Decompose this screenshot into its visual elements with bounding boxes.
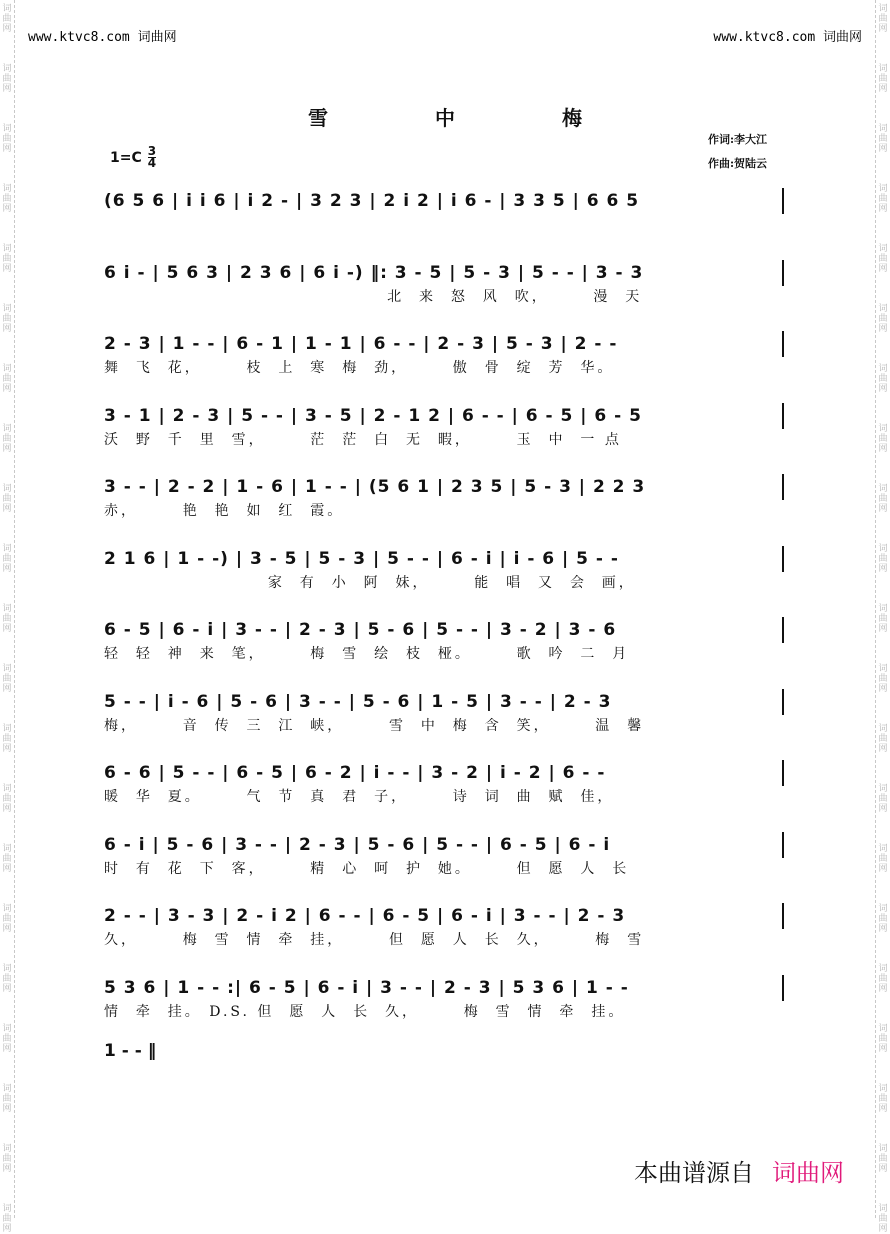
edge-watermark-text: 词曲网: [2, 1084, 12, 1114]
lyrics-row: 轻 轻 神 来 笔， 梅 雪 绘 枝 桠。 歌 吟 二 月: [104, 646, 630, 662]
edge-watermark-text: 词曲网: [878, 724, 888, 754]
edge-watermark-text: 词曲网: [878, 184, 888, 214]
score-line: [104, 260, 784, 308]
footer-source-label: 本曲谱源自: [634, 1159, 754, 1187]
site-url-right: www.ktvc8.com 词曲网: [713, 30, 862, 45]
edge-watermark-text: 词曲网: [2, 184, 12, 214]
lyrics-row: 沃 野 千 里 雪， 茫 茫 白 无 暇， 玉 中 一 点: [104, 432, 622, 448]
edge-watermark-text: 词曲网: [2, 364, 12, 394]
edge-watermark-text: 词曲网: [878, 544, 888, 574]
edge-watermark-text: 词曲网: [878, 1204, 888, 1234]
footer: [634, 1153, 844, 1188]
edge-watermark-text: 词曲网: [2, 1144, 12, 1174]
lyrics-row: 久， 梅 雪 情 牵 挂， 但 愿 人 长 久， 梅 雪: [104, 932, 645, 948]
edge-watermark-text: 词曲网: [2, 424, 12, 454]
edge-watermark-text: 词曲网: [878, 424, 888, 454]
notation-row: 2 - - | 3 - 3 | 2 - i 2 | 6 - - | 6 - 5 | 6 - i | 3 - - | 2 - 3: [104, 903, 784, 929]
edge-watermark-text: 词曲网: [2, 1024, 12, 1054]
edge-watermark-text: 词曲网: [2, 1204, 12, 1234]
notation-row: 6 i - | 5 6 3 | 2 3 6 | 6 i -) ‖: 3 - 5 | 5 - 3 | 5 - - | 3 - 3: [104, 260, 784, 286]
edge-watermark-text: 词曲网: [878, 964, 888, 994]
edge-watermark-text: 词曲网: [878, 124, 888, 154]
edge-watermark-text: 词曲网: [2, 484, 12, 514]
edge-watermark-text: 词曲网: [2, 64, 12, 94]
notation-row: 6 - 6 | 5 - - | 6 - 5 | 6 - 2 | i - - | 3 - 2 | i - 2 | 6 - -: [104, 760, 784, 786]
time-bottom: 4: [147, 156, 157, 170]
edge-watermark-text: 词曲网: [878, 1024, 888, 1054]
edge-watermark-text: 词曲网: [2, 664, 12, 694]
site-url-left: www.ktvc8.com 词曲网: [28, 30, 177, 45]
notation-row: 5 - - | i - 6 | 5 - 6 | 3 - - | 5 - 6 | 1 - 5 | 3 - - | 2 - 3: [104, 689, 784, 715]
lyrics-row: [104, 214, 784, 236]
edge-watermark-text: 词曲网: [2, 904, 12, 934]
score-line: [104, 760, 784, 808]
lyrics-row: 舞 飞 花， 枝 上 寒 梅 劲， 傲 骨 绽 芳 华。: [104, 360, 615, 376]
notation-row: 2 1 6 | 1 - -) | 3 - 5 | 5 - 3 | 5 - - | 6 - i | i - 6 | 5 - -: [104, 546, 784, 572]
footer-brand: 词曲网: [772, 1159, 844, 1187]
edge-watermark-text: 词曲网: [2, 4, 12, 34]
edge-watermark-text: 词曲网: [2, 844, 12, 874]
edge-watermark-text: 词曲网: [878, 784, 888, 814]
edge-watermark-text: 词曲网: [878, 4, 888, 34]
edge-watermark-text: 词曲网: [878, 1144, 888, 1174]
notation-row: (6 5 6 | i i 6 | i 2 - | 3 2 3 | 2 i 2 | i 6 - | 3 3 5 | 6 6 5: [104, 188, 784, 214]
score-line: [104, 689, 784, 737]
edge-watermark-text: 词曲网: [2, 604, 12, 634]
edge-watermark-text: 词曲网: [878, 664, 888, 694]
score-line: [104, 546, 784, 594]
score-line: [104, 975, 784, 1023]
final-bar: 1 - - ‖: [104, 1041, 157, 1061]
score-line: [104, 474, 784, 522]
lyrics-row: 梅， 音 传 三 江 峡， 雪 中 梅 含 笑， 温 馨: [104, 718, 645, 734]
lyricist-credit: 作词:李大江: [708, 133, 768, 146]
time-top: 3: [147, 144, 157, 158]
score-line: [104, 188, 784, 236]
edge-watermark-text: 词曲网: [878, 304, 888, 334]
time-signature: [148, 146, 156, 169]
edge-watermark-text: 词曲网: [878, 904, 888, 934]
key-signature: [110, 146, 156, 169]
lyrics-row: 暖 华 夏。 气 节 真 君 子， 诗 词 曲 赋 佳，: [104, 789, 615, 805]
edge-watermark-text: 词曲网: [2, 724, 12, 754]
score-line: [104, 331, 784, 379]
edge-watermark-text: 词曲网: [878, 484, 888, 514]
edge-watermark-text: 词曲网: [878, 604, 888, 634]
composer-credit: 作曲:贺陆云: [708, 157, 768, 170]
score-line: [104, 903, 784, 951]
right-edge-watermark: [875, 0, 890, 1234]
notation-row: 3 - 1 | 2 - 3 | 5 - - | 3 - 5 | 2 - 1 2 | 6 - - | 6 - 5 | 6 - 5: [104, 403, 784, 429]
score-line: [104, 617, 784, 665]
key-label: 1=C: [110, 149, 142, 166]
edge-watermark-text: 词曲网: [878, 1084, 888, 1114]
lyrics-row: 赤， 艳 艳 如 红 霞。: [104, 503, 345, 519]
edge-watermark-text: 词曲网: [878, 844, 888, 874]
score-line: [104, 832, 784, 880]
edge-watermark-text: 词曲网: [2, 304, 12, 334]
lyrics-row: 家 有 小 阿 妹， 能 唱 又 会 画，: [104, 575, 636, 591]
notation-row: 6 - i | 5 - 6 | 3 - - | 2 - 3 | 5 - 6 | 5 - - | 6 - 5 | 6 - i: [104, 832, 784, 858]
edge-watermark-text: 词曲网: [2, 964, 12, 994]
song-title: 雪 中 梅: [308, 106, 632, 130]
notation-row: 3 - - | 2 - 2 | 1 - 6 | 1 - - | (5 6 1 | 2 3 5 | 5 - 3 | 2 2 3: [104, 474, 784, 500]
edge-watermark-text: 词曲网: [2, 544, 12, 574]
lyrics-row: 情 牵 挂。 D.S. 但 愿 人 长 久， 梅 雪 情 牵 挂。: [104, 1004, 626, 1020]
score-line: [104, 403, 784, 451]
edge-watermark-text: 词曲网: [2, 784, 12, 814]
lyrics-row: 北 来 怒 风 吹， 漫 天: [104, 289, 643, 305]
edge-watermark-text: 词曲网: [2, 244, 12, 274]
left-edge-watermark: [0, 0, 15, 1234]
edge-watermark-text: 词曲网: [878, 364, 888, 394]
edge-watermark-text: 词曲网: [878, 64, 888, 94]
edge-watermark-text: 词曲网: [2, 124, 12, 154]
edge-watermark-text: 词曲网: [878, 244, 888, 274]
notation-row: 2 - 3 | 1 - - | 6 - 1 | 1 - 1 | 6 - - | 2 - 3 | 5 - 3 | 2 - -: [104, 331, 784, 357]
notation-row: 6 - 5 | 6 - i | 3 - - | 2 - 3 | 5 - 6 | 5 - - | 3 - 2 | 3 - 6: [104, 617, 784, 643]
lyrics-row: 时 有 花 下 客， 精 心 呵 护 她。 但 愿 人 长: [104, 861, 630, 877]
notation-row: 5 3 6 | 1 - - :| 6 - 5 | 6 - i | 3 - - | 2 - 3 | 5 3 6 | 1 - -: [104, 975, 784, 1001]
